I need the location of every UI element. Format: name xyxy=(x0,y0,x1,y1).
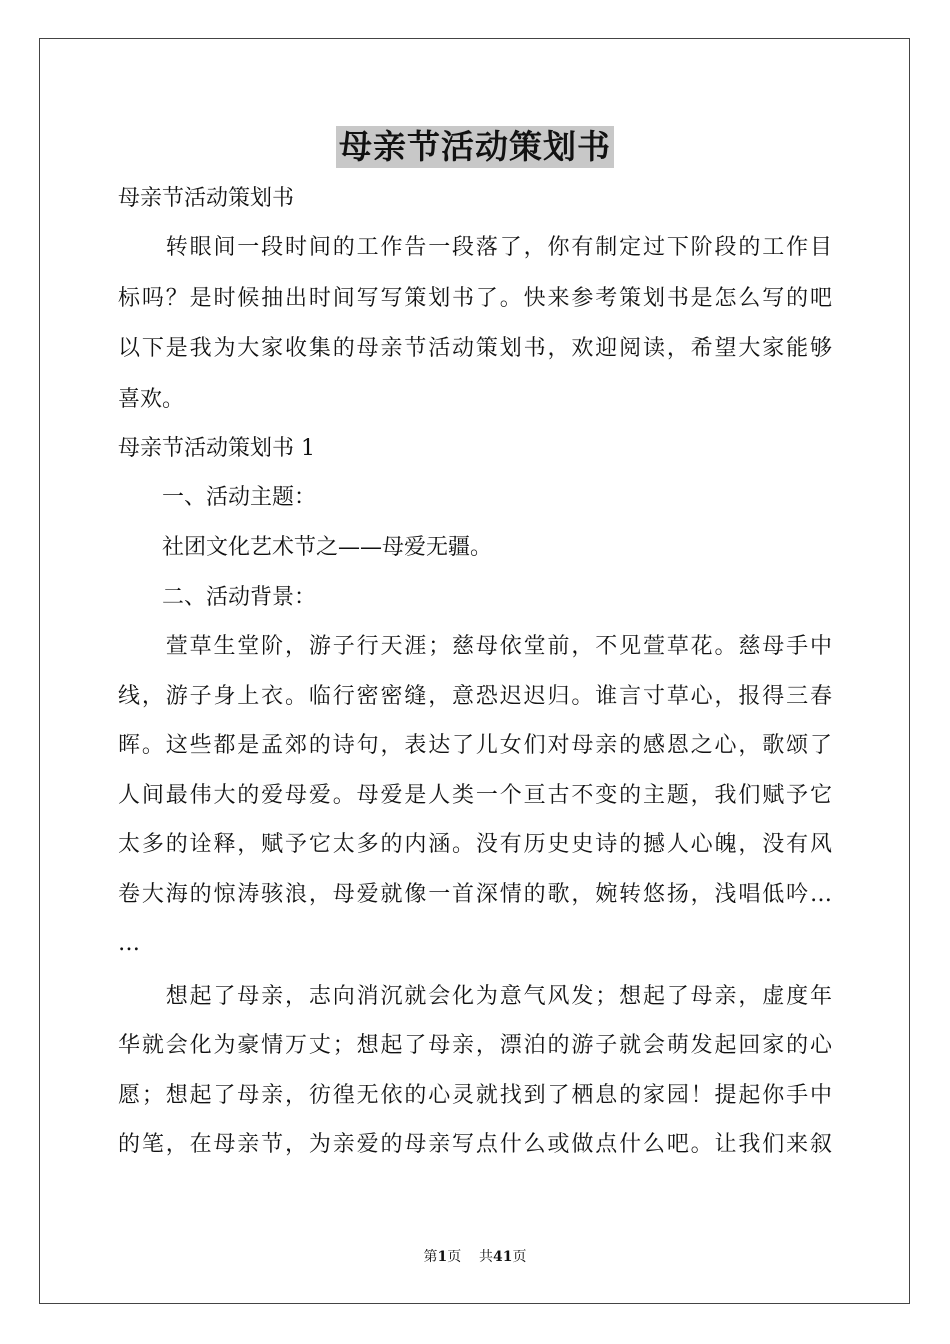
body-line: 晖。这些都是孟郊的诗句，表达了儿女们对母亲的感恩之心，歌颂了 xyxy=(118,733,832,758)
page-footer xyxy=(0,1246,950,1266)
title-container xyxy=(0,126,950,168)
section-heading: 母亲节活动策划书 1 xyxy=(118,436,315,461)
body-line: … xyxy=(118,931,140,956)
body-line: 华就会化为豪情万丈；想起了母亲，漂泊的游子就会萌发起回家的心 xyxy=(118,1033,832,1058)
body-line: 想起了母亲，志向消沉就会化为意气风发；想起了母亲，虚度年 xyxy=(118,984,832,1009)
body-line: 萱草生堂阶，游子行天涯；慈母依堂前，不见萱草花。慈母手中 xyxy=(118,634,832,659)
body-line: 卷大海的惊涛骇浪，母爱就像一首深情的歌，婉转悠扬，浅唱低吟… xyxy=(118,882,832,907)
document-title: 母亲节活动策划书 xyxy=(336,126,614,168)
body-line: 社团文化艺术节之——母爱无疆。 xyxy=(118,535,493,560)
subtitle-line: 母亲节活动策划书 xyxy=(118,186,295,211)
body-line: 二、活动背景： xyxy=(118,585,317,610)
body-line: 喜欢。 xyxy=(118,387,185,412)
page-number: 1 xyxy=(437,1249,448,1265)
body-line: 太多的诠释，赋予它太多的内涵。没有历史史诗的撼人心魄，没有风 xyxy=(118,832,832,857)
body-line: 一、活动主题： xyxy=(118,485,317,510)
body-line: 愿；想起了母亲，彷徨无依的心灵就找到了栖息的家园！提起你手中 xyxy=(118,1083,832,1108)
body-line: 标吗？是时候抽出时间写写策划书了。快来参考策划书是怎么写的吧 xyxy=(118,286,832,311)
body-line: 以下是我为大家收集的母亲节活动策划书，欢迎阅读，希望大家能够 xyxy=(118,336,832,361)
body-line: 转眼间一段时间的工作告一段落了，你有制定过下阶段的工作目 xyxy=(118,235,832,260)
page-border xyxy=(39,38,910,1304)
body-line: 人间最伟大的爱母爱。母爱是人类一个亘古不变的主题，我们赋予它 xyxy=(118,783,832,808)
page-prefix: 第 xyxy=(423,1249,438,1265)
total-pages: 41 xyxy=(493,1249,513,1265)
body-line: 线，游子身上衣。临行密密缝，意恐迟迟归。谁言寸草心，报得三春 xyxy=(118,684,832,709)
total-suffix: 页 xyxy=(512,1249,527,1265)
page-suffix: 页 xyxy=(447,1249,462,1265)
body-line: 的笔，在母亲节，为亲爱的母亲写点什么或做点什么吧。让我们来叙 xyxy=(118,1132,832,1157)
total-prefix: 共 xyxy=(479,1249,494,1265)
